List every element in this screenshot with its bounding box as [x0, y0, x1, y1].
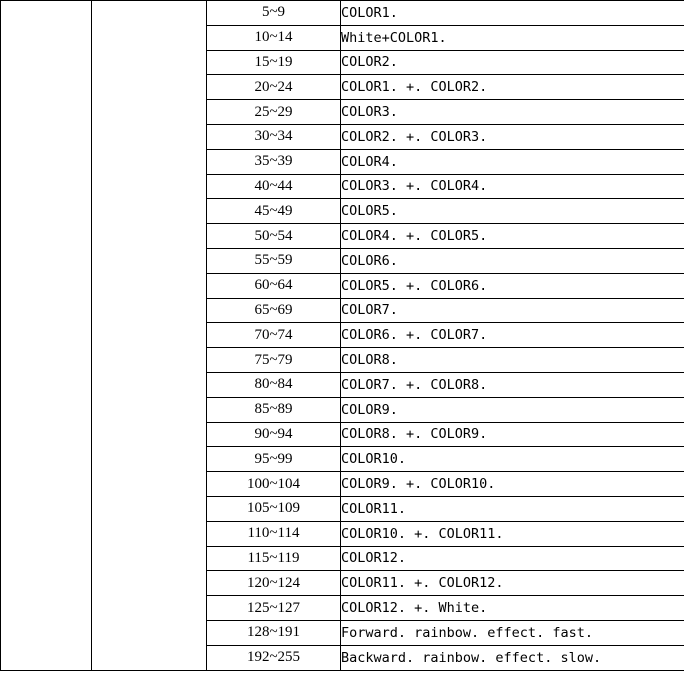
value-description: COLOR12. — [341, 546, 684, 571]
dmx-value-range: 40~44 — [207, 174, 341, 199]
value-description: COLOR9. — [341, 397, 684, 422]
value-description: COLOR2. — [341, 50, 684, 75]
channel-cell — [1, 1, 92, 671]
value-description: COLOR7. — [341, 298, 684, 323]
value-description: COLOR12. +. White. — [341, 596, 684, 621]
dmx-value-range: 20~24 — [207, 75, 341, 100]
value-description: COLOR7. +. COLOR8. — [341, 372, 684, 397]
value-description: COLOR10. +. COLOR11. — [341, 521, 684, 546]
dmx-value-range: 35~39 — [207, 149, 341, 174]
dmx-value-range: 90~94 — [207, 422, 341, 447]
value-description: COLOR10. — [341, 447, 684, 472]
dmx-value-range: 30~34 — [207, 124, 341, 149]
dmx-value-range: 128~191 — [207, 620, 341, 645]
value-description: Forward. rainbow. effect. fast. — [341, 620, 684, 645]
dmx-value-range: 125~127 — [207, 596, 341, 621]
table-body — [1, 1, 684, 671]
dmx-value-range: 80~84 — [207, 372, 341, 397]
dmx-value-range: 50~54 — [207, 224, 341, 249]
value-description: COLOR6. — [341, 248, 684, 273]
dmx-value-range: 192~255 — [207, 645, 341, 670]
dmx-value-range: 120~124 — [207, 571, 341, 596]
value-description: COLOR8. — [341, 348, 684, 373]
dmx-value-range: 75~79 — [207, 348, 341, 373]
function-cell — [92, 1, 207, 671]
dmx-value-range: 55~59 — [207, 248, 341, 273]
table-row — [1, 1, 684, 26]
dmx-value-range: 5~9 — [207, 1, 341, 26]
dmx-value-range: 70~74 — [207, 323, 341, 348]
dmx-value-range: 100~104 — [207, 472, 341, 497]
value-description: COLOR4. +. COLOR5. — [341, 224, 684, 249]
dmx-value-range: 115~119 — [207, 546, 341, 571]
value-description: COLOR11. +. COLOR12. — [341, 571, 684, 596]
dmx-value-range: 45~49 — [207, 199, 341, 224]
dmx-value-range: 25~29 — [207, 100, 341, 125]
dmx-value-range: 60~64 — [207, 273, 341, 298]
value-description: Backward. rainbow. effect. slow. — [341, 645, 684, 670]
dmx-value-range: 105~109 — [207, 496, 341, 521]
value-description: COLOR5. — [341, 199, 684, 224]
value-description: COLOR8. +. COLOR9. — [341, 422, 684, 447]
value-description: COLOR5. +. COLOR6. — [341, 273, 684, 298]
value-description: COLOR1. +. COLOR2. — [341, 75, 684, 100]
value-description: COLOR1. — [341, 1, 684, 26]
dmx-value-range: 15~19 — [207, 50, 341, 75]
value-description: COLOR11. — [341, 496, 684, 521]
dmx-value-range: 110~114 — [207, 521, 341, 546]
dmx-value-range: 95~99 — [207, 447, 341, 472]
value-description: COLOR3. — [341, 100, 684, 125]
dmx-value-range: 65~69 — [207, 298, 341, 323]
dmx-value-range: 10~14 — [207, 25, 341, 50]
value-description: COLOR4. — [341, 149, 684, 174]
value-description: COLOR9. +. COLOR10. — [341, 472, 684, 497]
value-description: COLOR3. +. COLOR4. — [341, 174, 684, 199]
value-description: COLOR2. +. COLOR3. — [341, 124, 684, 149]
value-description: White+COLOR1. — [341, 25, 684, 50]
dmx-value-range: 85~89 — [207, 397, 341, 422]
value-description: COLOR6. +. COLOR7. — [341, 323, 684, 348]
